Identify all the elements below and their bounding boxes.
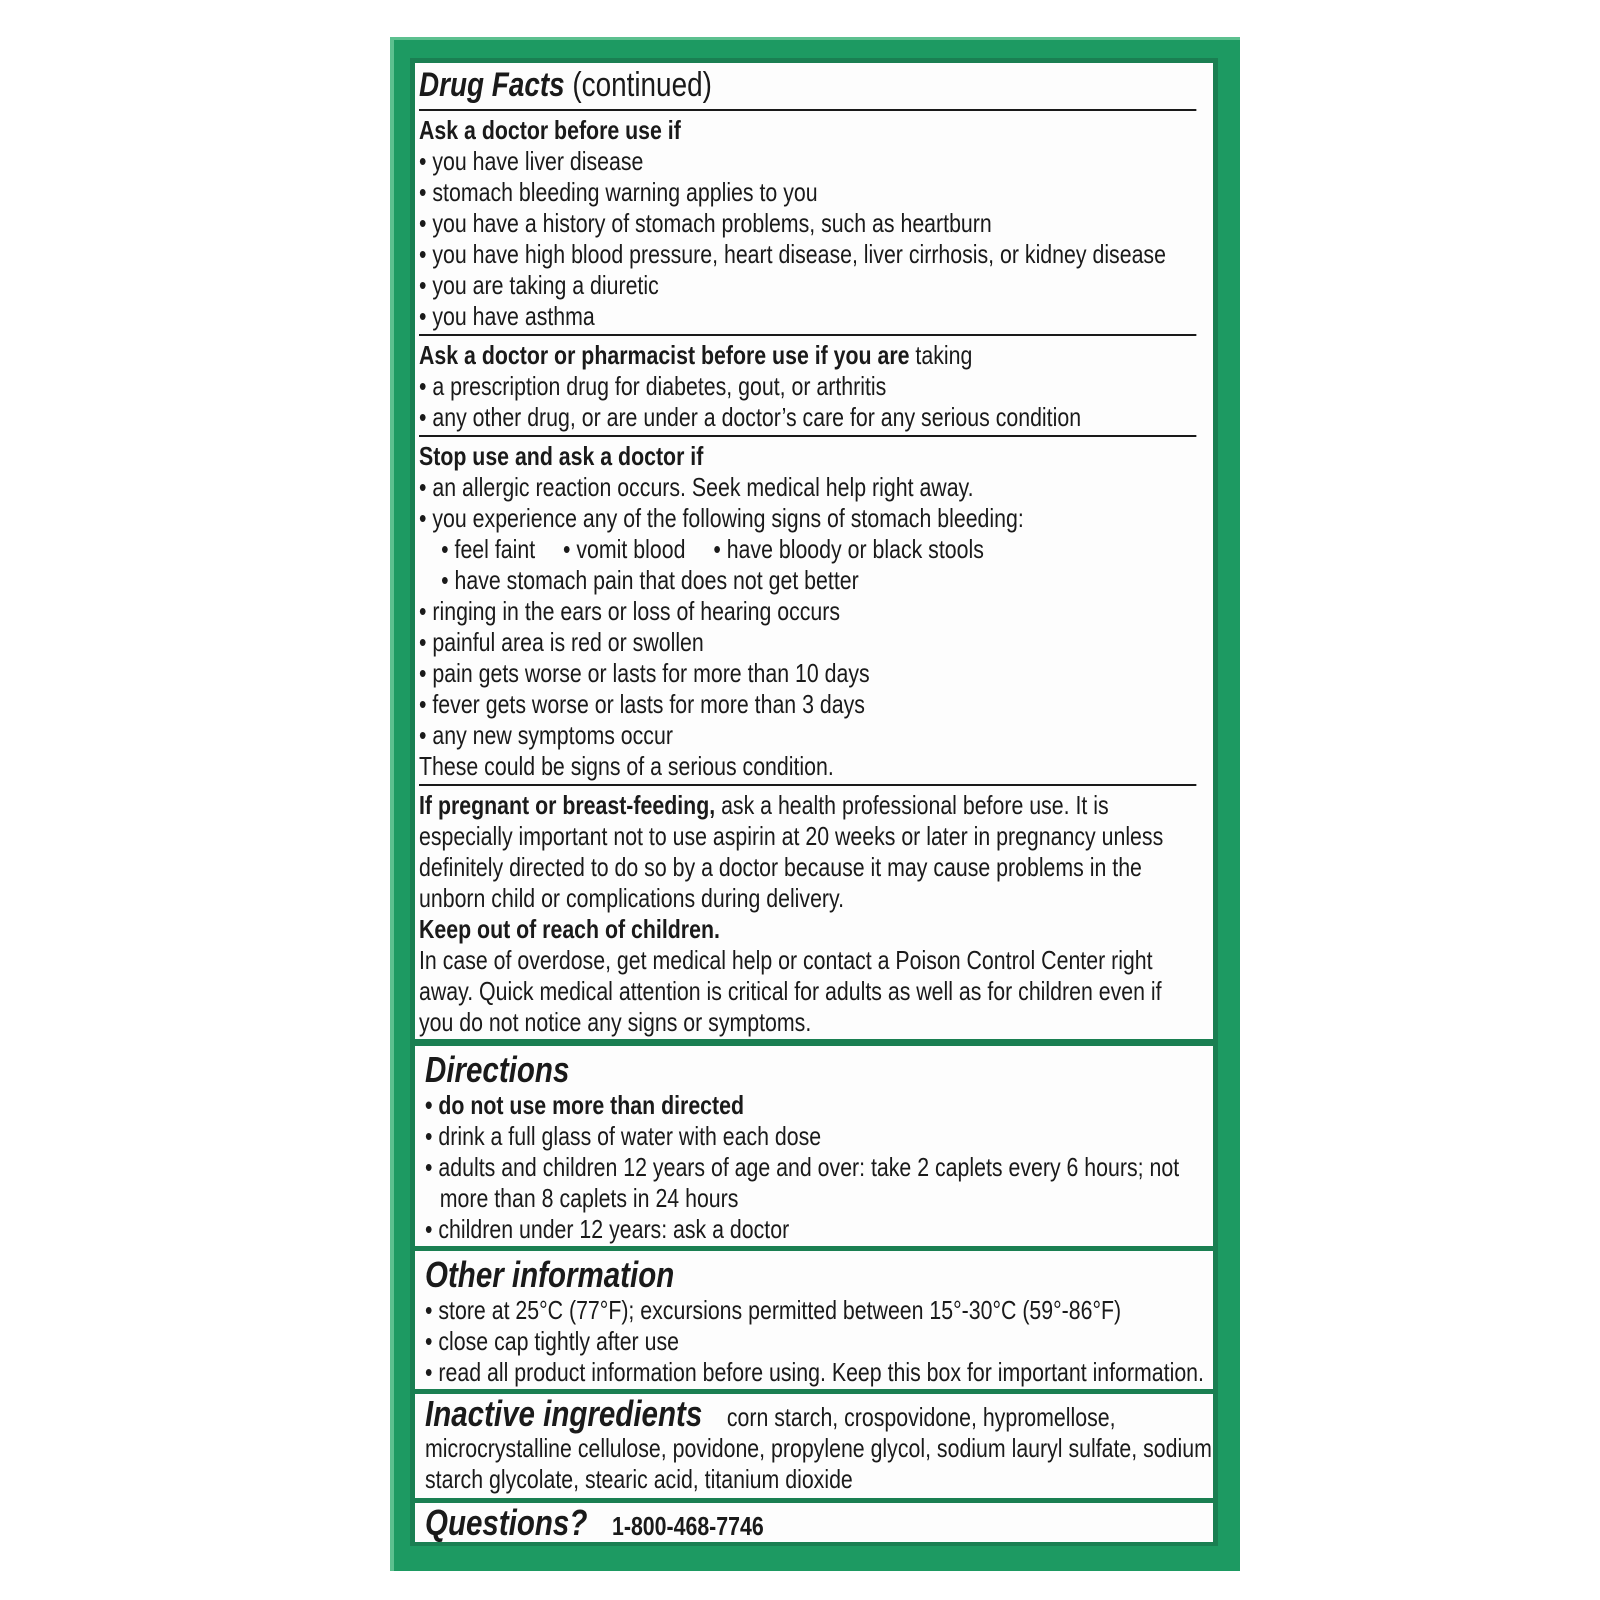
list-item: • you experience any of the following signs of stomach bleeding: [419, 503, 1190, 534]
list-item: • do not use more than directed [425, 1090, 1196, 1121]
heading-bold: Ask a doctor or pharmacist before use if you are [419, 340, 910, 370]
sub-list-item: • have bloody or black stools [713, 534, 984, 564]
questions-row [425, 1503, 1196, 1542]
list-item: • pain gets worse or lasts for more than 10 days [419, 658, 1190, 689]
keep-out-heading: Keep out of reach of children. [419, 914, 720, 944]
title-continued: (continued) [572, 66, 712, 104]
ask-pharmacist-heading [419, 340, 1190, 371]
list-item: • you have a history of stomach problems, such as heartburn [419, 208, 1190, 239]
phone-number: 1-800-468-7746 [611, 1511, 764, 1541]
directions-section [415, 1046, 1213, 1246]
list-item: • fever gets worse or lasts for more than 3 days [419, 689, 1190, 720]
stop-use-note: These could be signs of a serious condition. [419, 751, 834, 781]
divider [419, 784, 1196, 786]
list-item: • adults and children 12 years of age and over: take 2 caplets every 6 hours; not [425, 1152, 1196, 1183]
sub-list-item: • have stomach pain that does not get better [419, 565, 1190, 596]
list-item: • children under 12 years: ask a doctor [425, 1214, 1196, 1245]
sub-list-item: • feel faint [441, 534, 535, 564]
other-information-section [415, 1251, 1213, 1389]
title-text: Drug Facts [419, 66, 565, 104]
list-item: • drink a full glass of water with each dose [425, 1121, 1196, 1152]
ask-doctor-heading: Ask a doctor before use if [419, 115, 681, 145]
sub-list-row [419, 534, 1190, 565]
list-item-continued: more than 8 caplets in 24 hours [439, 1183, 739, 1213]
divider [419, 109, 1196, 111]
pregnancy-text: ask a health professional before use. It is especially important not to use aspirin at 20 weeks or later in pregnancy unless definitely directed to do so by a doctor because it may cause problems in the unborn child or complications during delivery. [419, 790, 1164, 913]
overdose-text: In case of overdose, get medical help or contact a Poison Control Center right away. Quick medical attention is critical for adults as well as for children even if you do not notice any signs or symptoms. [419, 945, 1162, 1037]
directions-title: Directions [425, 1049, 570, 1090]
list-item: • read all product information before using. Keep this box for important information. [425, 1357, 1196, 1388]
list-item: • painful area is red or swollen [419, 627, 1190, 658]
stop-use-heading: Stop use and ask a doctor if [419, 441, 704, 471]
list-item: • you are taking a diuretic [419, 270, 1190, 301]
list-item: • a prescription drug for diabetes, gout, or arthritis [419, 371, 1190, 402]
list-item: • stomach bleeding warning applies to you [419, 177, 1190, 208]
sub-list-item: • vomit blood [563, 534, 685, 564]
list-item: • you have liver disease [419, 146, 1190, 177]
list-item: • store at 25°C (77°F); excursions permitted between 15°-30°C (59°-86°F) [425, 1295, 1196, 1326]
list-item: • any other drug, or are under a doctor’s care for any serious condition [419, 402, 1190, 433]
pregnancy-bold: If pregnant or breast-feeding, [419, 790, 716, 820]
inactive-first-line [425, 1394, 1196, 1434]
inactive-line: starch glycolate, stearic acid, titanium dioxide [425, 1464, 853, 1494]
inactive-line: corn starch, crospovidone, hypromellose, [726, 1402, 1116, 1432]
questions-section [415, 1503, 1213, 1542]
other-information-title: Other information [425, 1254, 675, 1295]
drug-facts-section [415, 63, 1213, 1039]
heading-rest: taking [909, 340, 973, 370]
list-item: • ringing in the ears or loss of hearing occurs [419, 596, 1190, 627]
page-title [419, 63, 1190, 107]
questions-title: Questions? [425, 1503, 588, 1542]
inactive-ingredients-section [415, 1394, 1213, 1498]
pregnancy-warning [419, 790, 1190, 914]
divider [419, 334, 1196, 336]
list-item: • close cap tightly after use [425, 1326, 1196, 1357]
divider [419, 435, 1196, 437]
inactive-title: Inactive ingredients [425, 1394, 703, 1434]
list-item: • any new symptoms occur [419, 720, 1190, 751]
inactive-line: microcrystalline cellulose, povidone, propylene glycol, sodium lauryl sulfate, sodium [425, 1433, 1212, 1463]
list-item: • you have high blood pressure, heart disease, liver cirrhosis, or kidney disease [419, 239, 1190, 270]
list-item: • you have asthma [419, 301, 1190, 332]
list-item: • an allergic reaction occurs. Seek medical help right away. [419, 472, 1190, 503]
